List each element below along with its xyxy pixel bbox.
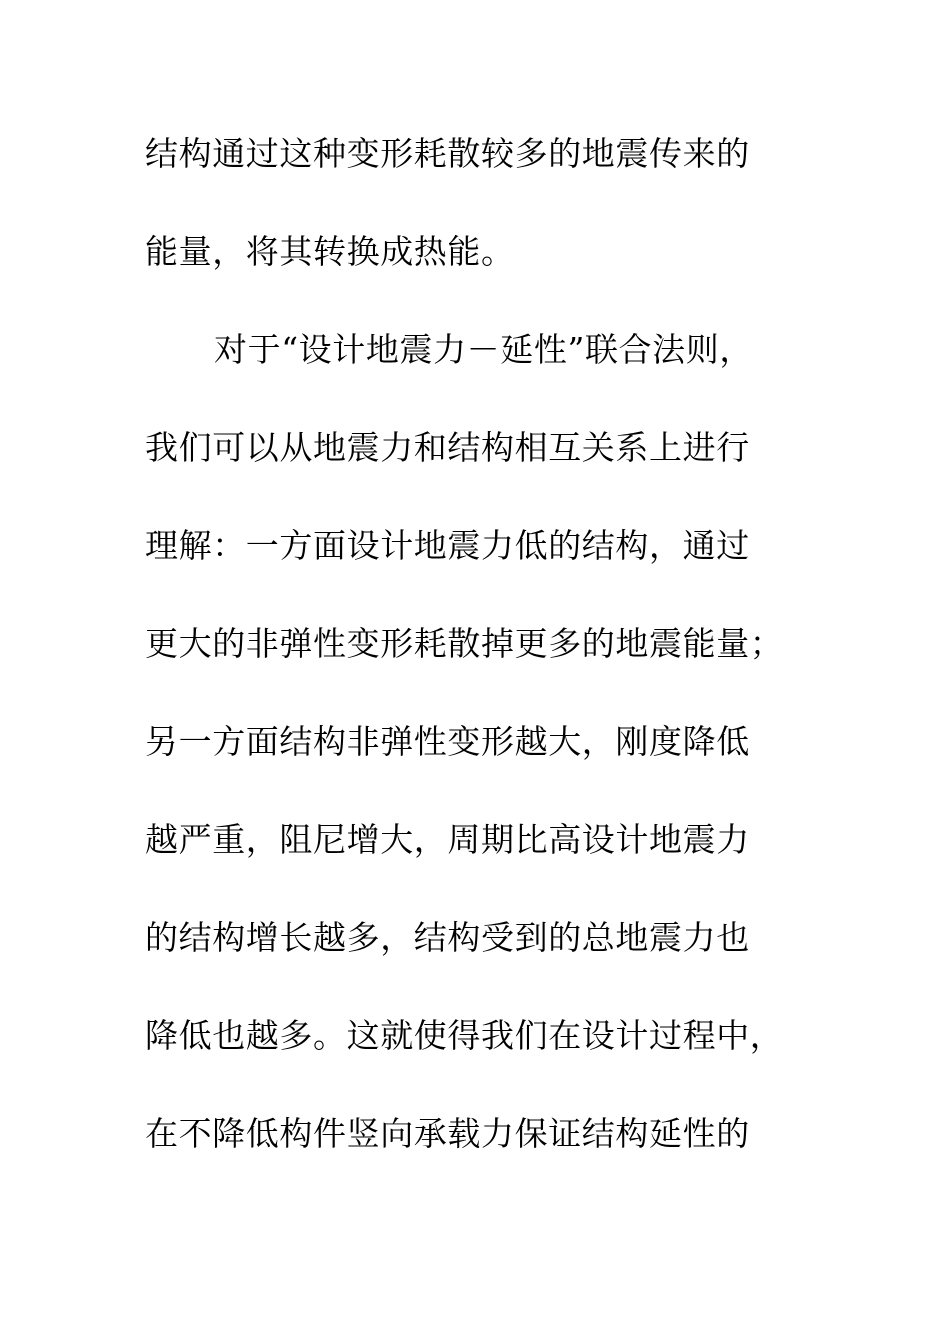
text-line: 能量，将其转换成热能。 bbox=[145, 232, 515, 271]
text-line: 另一方面结构非弹性变形越大，刚度降低 bbox=[145, 722, 750, 761]
text-line: 结构通过这种变形耗散较多的地震传来的 bbox=[145, 134, 750, 173]
text-line: 在不降低构件竖向承载力保证结构延性的 bbox=[145, 1114, 750, 1153]
text-line: 越严重，阻尼增大，周期比高设计地震力 bbox=[145, 820, 750, 859]
text-line: 我们可以从地震力和结构相互关系上进行 bbox=[145, 428, 750, 467]
text-line: 降低也越多。这就使得我们在设计过程中， bbox=[145, 1016, 784, 1055]
text-line: 的结构增长越多，结构受到的总地震力也 bbox=[145, 918, 750, 957]
text-line: 理解：一方面设计地震力低的结构，通过 bbox=[145, 526, 750, 565]
paragraph-start-line: 对于“设计地震力－延性”联合法则， bbox=[214, 330, 753, 369]
text-line: 更大的非弹性变形耗散掉更多的地震能量； bbox=[145, 624, 784, 663]
